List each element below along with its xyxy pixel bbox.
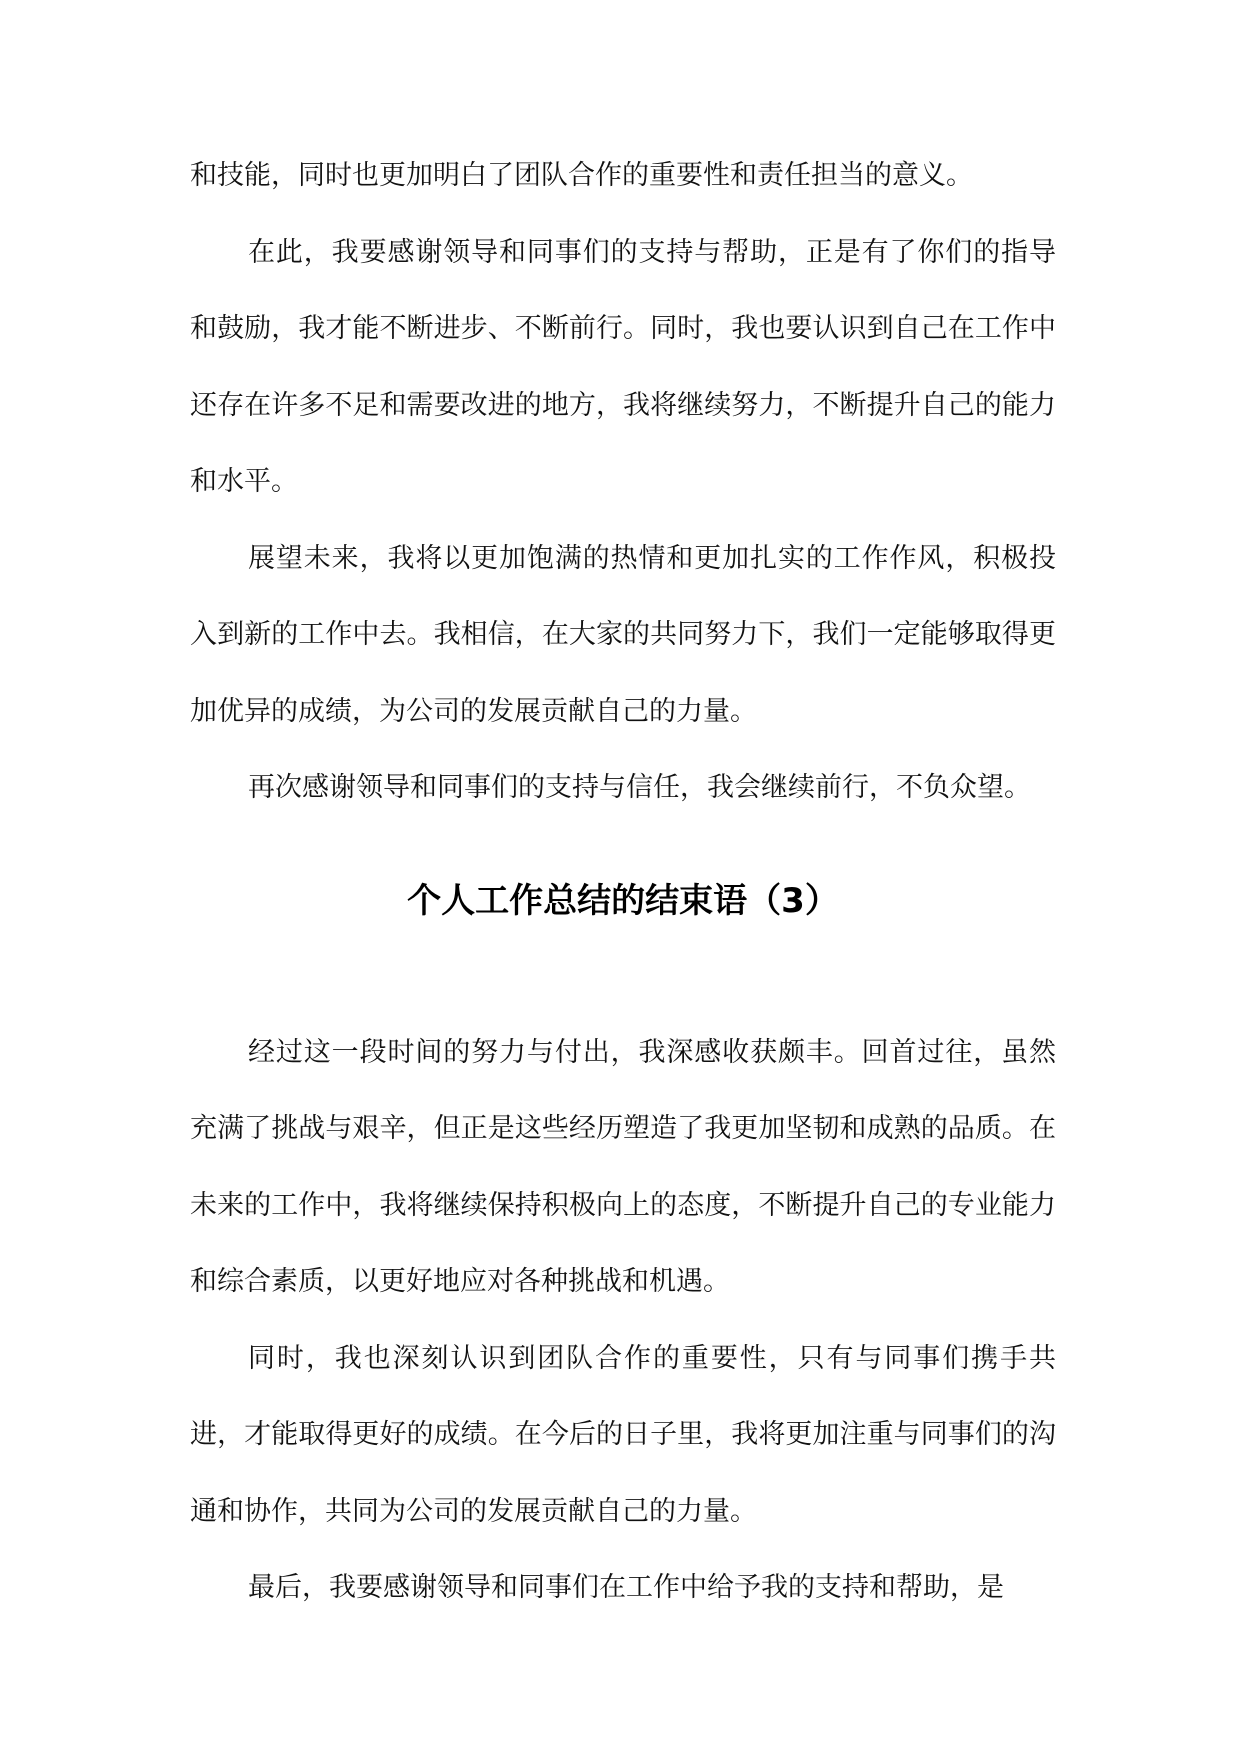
paragraph-closing: 再次感谢领导和同事们的支持与信任，我会继续前行，不负众望。: [248, 772, 1031, 803]
paragraph-continued: 和技能，同时也更加明白了团队合作的重要性和责任担当的意义。: [190, 160, 973, 191]
paragraph-outlook: 展望未来，我将以更加饱满的热情和更加扎实的工作作风，积极投入到新的工作中去。我相信，在大家的共同努力下，我们一定能够取得更加优异的成绩，为公司的发展贡献自己的力量。: [190, 542, 1056, 727]
paragraph-teamwork: 同时，我也深刻认识到团队合作的重要性，只有与同事们携手共进，才能取得更好的成绩。在今后的日子里，我将更加注重与同事们的沟通和协作，共同为公司的发展贡献自己的力量。: [190, 1342, 1056, 1527]
paragraph-reflection: 经过这一段时间的努力与付出，我深感收获颇丰。回首过往，虽然充满了挑战与艰辛，但正是这些经历塑造了我更加坚韧和成熟的品质。在未来的工作中，我将继续保持积极向上的态度，不断提升自己的专业能力和综合素质，以更好地应对各种挑战和机遇。: [190, 1036, 1056, 1297]
paragraph-thanks: 在此，我要感谢领导和同事们的支持与帮助，正是有了你们的指导和鼓励，我才能不断进步、不断前行。同时，我也要认识到自己在工作中还存在许多不足和需要改进的地方，我将继续努力，不断提升自己的能力和水平。: [190, 236, 1056, 497]
paragraph-final-thanks: 最后，我要感谢领导和同事们在工作中给予我的支持和帮助，是: [248, 1572, 1004, 1603]
section-heading: 个人工作总结的结束语（3）: [407, 880, 839, 921]
document-body: [190, 138, 1056, 1627]
heading-spacer: [190, 975, 1056, 1015]
